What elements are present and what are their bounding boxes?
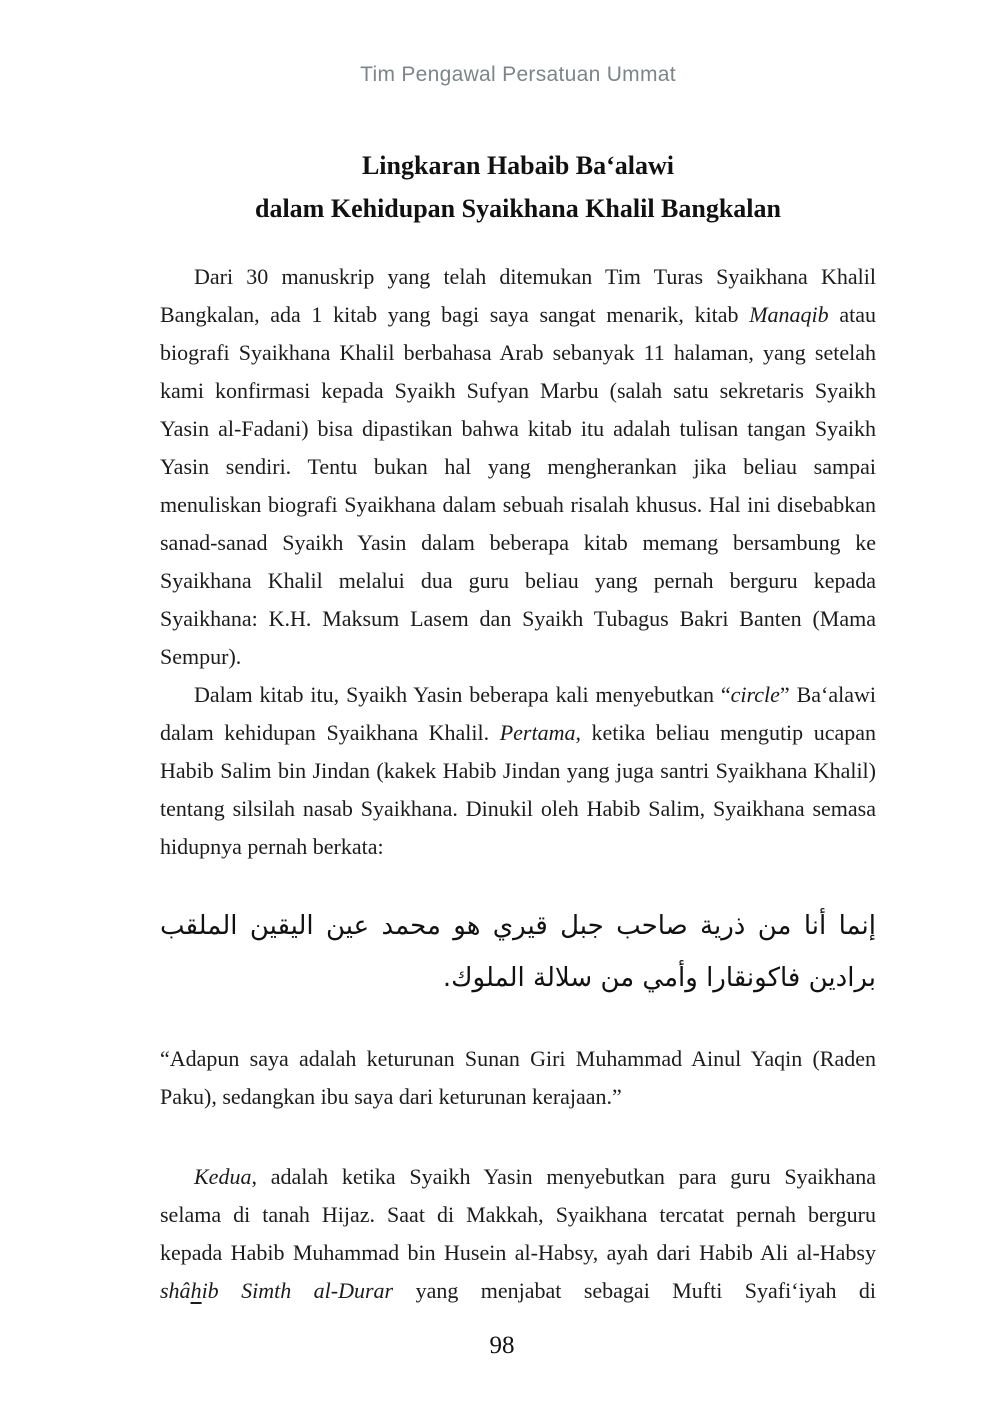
paragraph-circle-baalawi: Dalam kitab itu, Syaikh Yasin beberapa kali menyebutkan “circle” Ba‘alawi dalam kehidupan Syaikhana Khalil. Pertama, ketika beliau mengutip ucapan Habib Salim bin Jindan (kakek Habib Jindan yang juga santri Syaikhana Khalil) tentang silsilah nasab Syaikhana. Dinukil oleh Habib Salim, Syaikhana semasa hidupnya pernah berkata: [160, 682, 877, 859]
translation-quote: “Adapun saya adalah keturunan Sunan Giri Muhammad Ainul Yaqin (Raden Paku), sedangkan ibu saya dari keturunan kerajaan.” [160, 1046, 876, 1109]
text-column [160, 0, 876, 1310]
page-number: 98 [489, 1332, 515, 1359]
chapter-title-line-1: Lingkaran Habaib Ba‘alawi [361, 151, 675, 180]
paragraph-manuskrip: Dari 30 manuskrip yang telah ditemukan Tim Turas Syaikhana Khalil Bangkalan, ada 1 kitab yang bagi saya sangat menarik, kitab Manaqib atau biografi Syaikhana Khalil berbahasa Arab sebanyak 11 halaman, yang setelah kami konfirmasi kepada Syaikh Sufyan Marbu (salah satu sekretaris Syaikh Yasin al-Fadani) bisa dipastikan bahwa kitab itu adalah tulisan tangan Syaikh Yasin sendiri. Tentu bukan hal yang mengherankan jika beliau sampai menuliskan biografi Syaikhana dalam sebuah risalah khusus. Hal ini disebabkan sanad-sanad Syaikh Yasin dalam beberapa kitab memang bersambung ke Syaikhana Khalil melalui dua guru beliau yang pernah berguru kepada Syaikhana: K.H. Maksum Lasem dan Syaikh Tubagus Bakri Banten (Mama Sempur). [160, 264, 876, 669]
arabic-quote: إنما أنا من ذرية صاحب جبل قيري هو محمد عين اليقين الملقب برادين فاكونقارا وأمي من سلالة الملوك. [160, 911, 876, 993]
chapter-title [160, 144, 876, 230]
running-header: Tim Pengawal Persatuan Ummat [360, 63, 676, 86]
paragraph-kedua: Kedua, adalah ketika Syaikh Yasin menyebutkan para guru Syaikhana selama di tanah Hijaz. Saat di Makkah, Syaikhana tercatat pernah berguru kepada Habib Muhammad bin Husein al-Habsy, ayah dari Habib Ali al-Habsy shâhib Simth al-Durar yang menjabat sebagai Mufti Syafi‘iyah di [160, 1164, 876, 1303]
chapter-title-line-2: dalam Kehidupan Syaikhana Khalil Bangkalan [255, 194, 781, 223]
